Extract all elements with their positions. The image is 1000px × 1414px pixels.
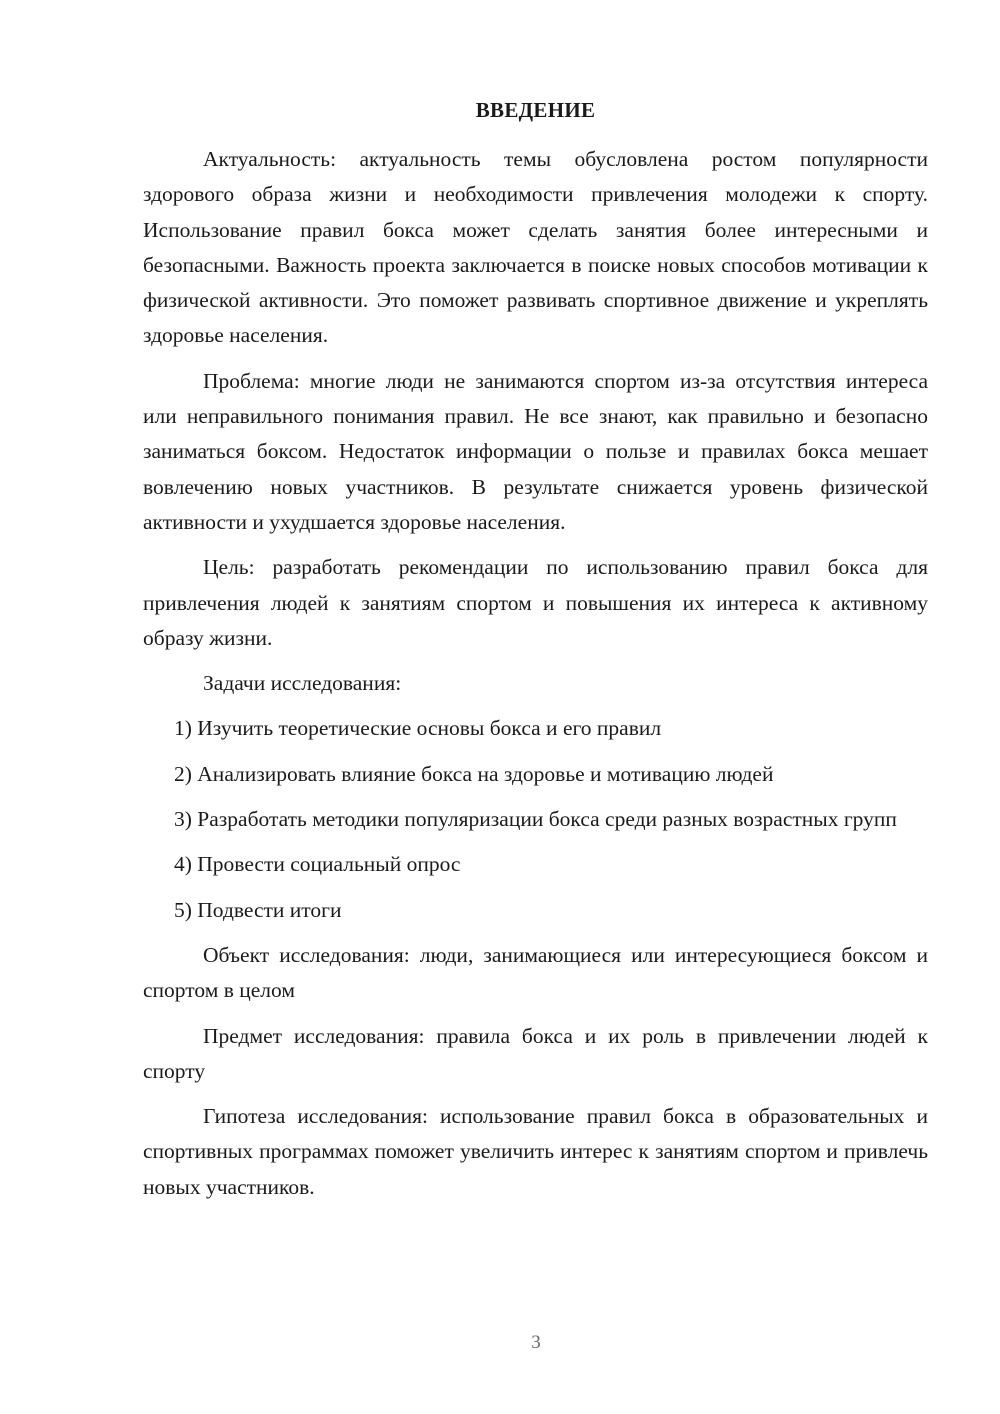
task-item-3: 3) Разработать методики популяризации бокса среди разных возрастных групп bbox=[174, 807, 897, 832]
task-item-5: 5) Подвести итоги bbox=[174, 897, 342, 922]
document-page bbox=[143, 92, 928, 1215]
paragraph-object: Объект исследования: люди, занимающиеся или интересующиеся боксом и спортом в целом bbox=[143, 942, 928, 1003]
paragraph-relevance: Актуальность: актуальность темы обусловлена ростом популярности здорового образа жизни и необходимости привлечения молодежи к спорту. Использование правил бокса может сделать занятия более интересными и безопасными. Важность проекта заключается в поиске новых способов мотивации к физической активности. Это поможет развивать спортивное движение и укреплять здоровье населения. bbox=[143, 147, 928, 348]
section-heading: ВВЕДЕНИЕ bbox=[475, 98, 596, 122]
page-number: 3 bbox=[531, 1332, 541, 1353]
tasks-heading: Задачи исследования: bbox=[203, 671, 402, 696]
paragraph-problem: Проблема: многие люди не занимаются спортом из-за отсутствия интереса или неправильного понимания правил. Не все знают, как правильно и безопасно заниматься боксом. Недостаток информации о пользе и правилах бокса мешает вовлечению новых участников. В результате снижается уровень физической активности и ухудшается здоровье населения. bbox=[143, 368, 928, 534]
paragraph-subject: Предмет исследования: правила бокса и их роль в привлечении людей к спорту bbox=[143, 1023, 928, 1083]
task-item-4: 4) Провести социальный опрос bbox=[174, 852, 461, 877]
task-item-2: 2) Анализировать влияние бокса на здоровье и мотивацию людей bbox=[174, 761, 774, 786]
task-item-1: 1) Изучить теоретические основы бокса и его правил bbox=[174, 716, 662, 741]
paragraph-goal: Цель: разработать рекомендации по использованию правил бокса для привлечения людей к занятиям спортом и повышения их интереса к активному образу жизни. bbox=[143, 555, 928, 650]
paragraph-hypothesis: Гипотеза исследования: использование правил бокса в образовательных и спортивных программах поможет увеличить интерес к занятиям спортом и привлечь новых участников. bbox=[143, 1104, 928, 1199]
